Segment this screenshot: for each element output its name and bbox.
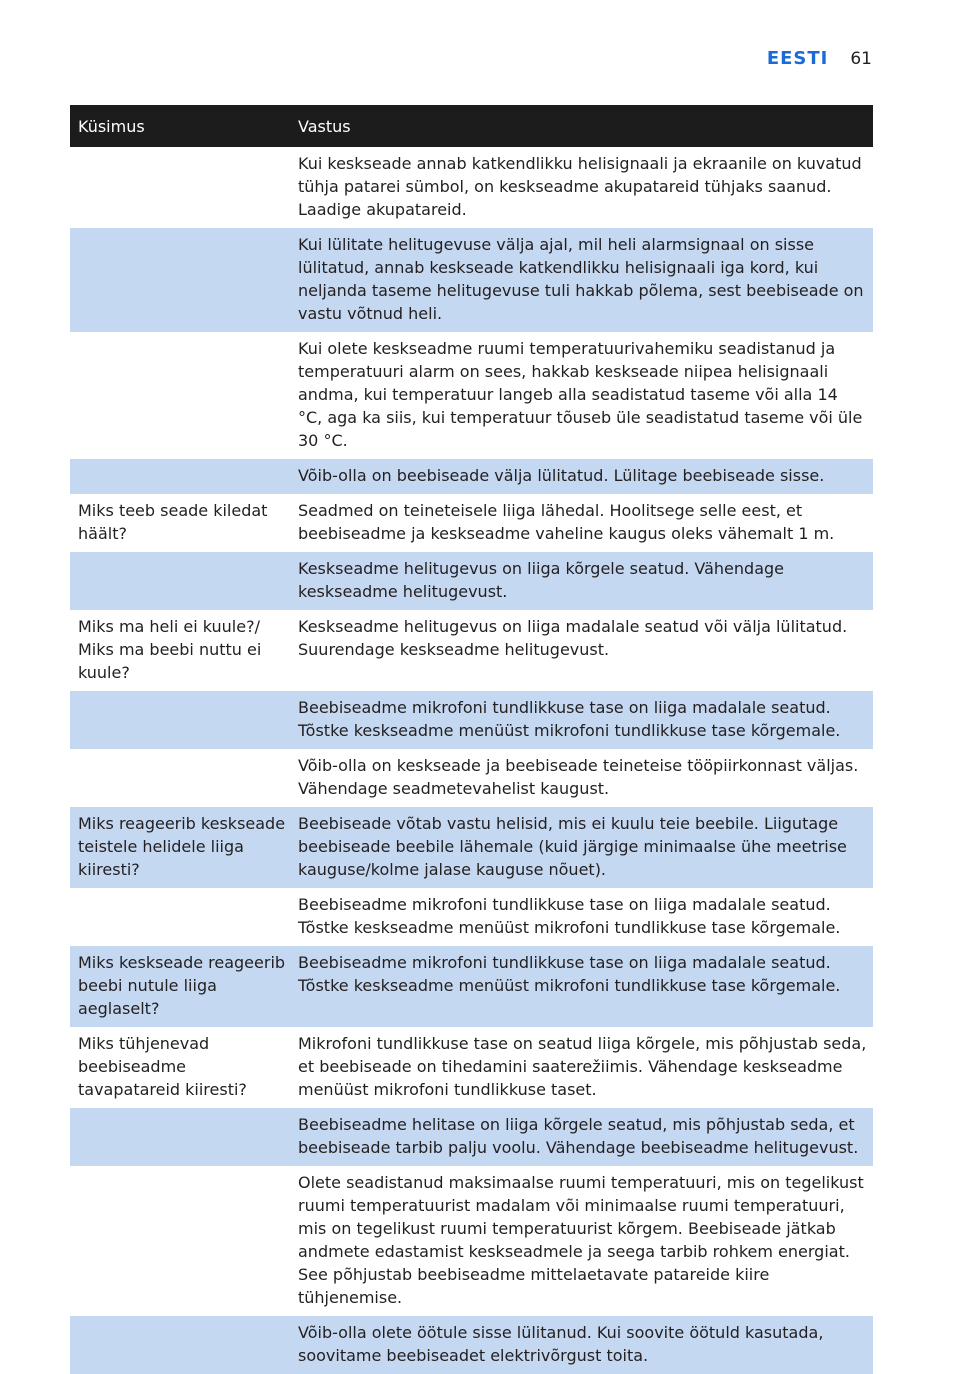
answer-cell: Beebiseade võtab vastu helisid, mis ei kuulu teie beebile. Liigutage beebiseade beebile lähemale (kuid järgige minimaalse ühe meetrise kauguse/kolme jalase kauguse nõuet).	[298, 814, 847, 879]
question-cell	[70, 1166, 298, 1316]
table-row	[70, 228, 873, 332]
question-cell	[70, 552, 298, 610]
answer-cell: Beebiseadme mikrofoni tundlikkuse tase on liiga madalale seatud. Tõstke keskseadme menüüst mikrofoni tundlikkuse tase kõrgemale.	[298, 953, 841, 995]
question-cell	[70, 1316, 298, 1374]
answer-cell: Beebiseadme mikrofoni tundlikkuse tase on liiga madalale seatud. Tõstke keskseadme menüüst mikrofoni tundlikkuse tase kõrgemale.	[298, 895, 841, 937]
table-row	[70, 749, 873, 807]
language-label: EESTI	[766, 48, 829, 69]
table-header	[70, 105, 873, 147]
table-body	[70, 147, 873, 1374]
table-row	[70, 610, 873, 691]
question-cell: Miks teeb seade kiledat häält?	[78, 501, 268, 543]
table-row	[70, 552, 873, 610]
question-cell	[70, 691, 298, 749]
question-cell	[70, 147, 298, 228]
answer-cell: Keskseadme helitugevus on liiga kõrgele seatud. Vähendage keskseadme helitugevust.	[298, 559, 784, 601]
answer-cell: Beebiseadme mikrofoni tundlikkuse tase on liiga madalale seatud. Tõstke keskseadme menüüst mikrofoni tundlikkuse tase kõrgemale.	[298, 698, 841, 740]
answer-cell: Kui olete keskseadme ruumi temperatuurivahemiku seadistanud ja temperatuuri alarm on sees, hakkab keskseade niipea helisignaali andma, kui temperatuur langeb alla seadistatud taseme või alla 14 °C, aga ka siis, kui temperatuur tõuseb üle seadistatud taseme või üle 30 °C.	[298, 339, 863, 450]
table-row	[70, 1316, 873, 1374]
table-row	[70, 332, 873, 459]
table-row	[70, 1027, 873, 1108]
question-cell	[70, 1108, 298, 1166]
table-row	[70, 459, 873, 494]
page-number: 61	[850, 49, 872, 69]
table-row	[70, 494, 873, 552]
answer-cell: Võib-olla olete öötule sisse lülitanud. Kui soovite öötuld kasutada, soovitame beebiseadet elektrivõrgust toita.	[298, 1323, 824, 1365]
column-header-question: Küsimus	[78, 116, 145, 136]
question-cell	[70, 332, 298, 459]
answer-cell: Seadmed on teineteisele liiga lähedal. Hoolitsege selle eest, et beebiseadme ja keskseadme vaheline kaugus oleks vähemalt 1 m.	[298, 501, 835, 543]
answer-cell: Keskseadme helitugevus on liiga madalale seatud või välja lülitatud. Suurendage keskseadme helitugevust.	[298, 617, 848, 659]
answer-cell: Kui lülitate helitugevuse välja ajal, mil heli alarmsignaal on sisse lülitatud, annab keskseade katkendlikku helisignaali iga kord, kui neljanda taseme helitugevuse tuli hakkab põlema, sest beebiseade on vastu võtnud heli.	[298, 235, 864, 323]
answer-cell: Võib-olla on beebiseade välja lülitatud. Lülitage beebiseade sisse.	[298, 466, 825, 485]
column-header-answer: Vastus	[298, 116, 351, 136]
table-row	[70, 946, 873, 1027]
question-cell	[70, 228, 298, 332]
question-cell: Miks reageerib keskseade teistele helidele liiga kiiresti?	[78, 814, 286, 879]
answer-cell: Mikrofoni tundlikkuse tase on seatud liiga kõrgele, mis põhjustab seda, et beebiseade on tihedamini saaterežiimis. Vähendage keskseadme menüüst mikrofoni tundlikkuse taset.	[298, 1034, 867, 1099]
answer-cell: Kui keskseade annab katkendlikku helisignaali ja ekraanile on kuvatud tühja patarei sümbol, on keskseadme akupatareid tühjaks saanud. Laadige akupatareid.	[298, 154, 862, 219]
question-cell	[70, 749, 298, 807]
question-cell	[70, 459, 298, 494]
answer-cell: Olete seadistanud maksimaalse ruumi temperatuuri, mis on tegelikust ruumi temperatuurist madalam või minimaalse ruumi temperatuuri, mis on tegelikust ruumi temperatuurist kõrgem. Beebiseade jätkab andmete edastamist keskseadmele ja seega tarbib rohkem energiat. See põhjustab beebiseadme mittelaetavate patareide kiire tühjenemise.	[298, 1173, 864, 1307]
table-row	[70, 691, 873, 749]
table-row	[70, 888, 873, 946]
table-row	[70, 807, 873, 888]
question-cell	[70, 888, 298, 946]
table-row	[70, 147, 873, 228]
question-cell: Miks keskseade reageerib beebi nutule liiga aeglaselt?	[78, 953, 286, 1018]
table-row	[70, 1166, 873, 1316]
troubleshooting-table	[70, 105, 873, 1374]
answer-cell: Võib-olla on keskseade ja beebiseade teineteise tööpiirkonnast väljas. Vähendage seadmetevahelist kaugust.	[298, 756, 859, 798]
table-row	[70, 1108, 873, 1166]
question-cell: Miks ma heli ei kuule?/ Miks ma beebi nuttu ei kuule?	[78, 617, 262, 682]
answer-cell: Beebiseadme helitase on liiga kõrgele seatud, mis põhjustab seda, et beebiseade tarbib palju voolu. Vähendage beebiseadme helitugevust.	[298, 1115, 859, 1157]
page-header	[767, 48, 872, 69]
question-cell: Miks tühjenevad beebiseadme tavapatareid kiiresti?	[78, 1034, 247, 1099]
